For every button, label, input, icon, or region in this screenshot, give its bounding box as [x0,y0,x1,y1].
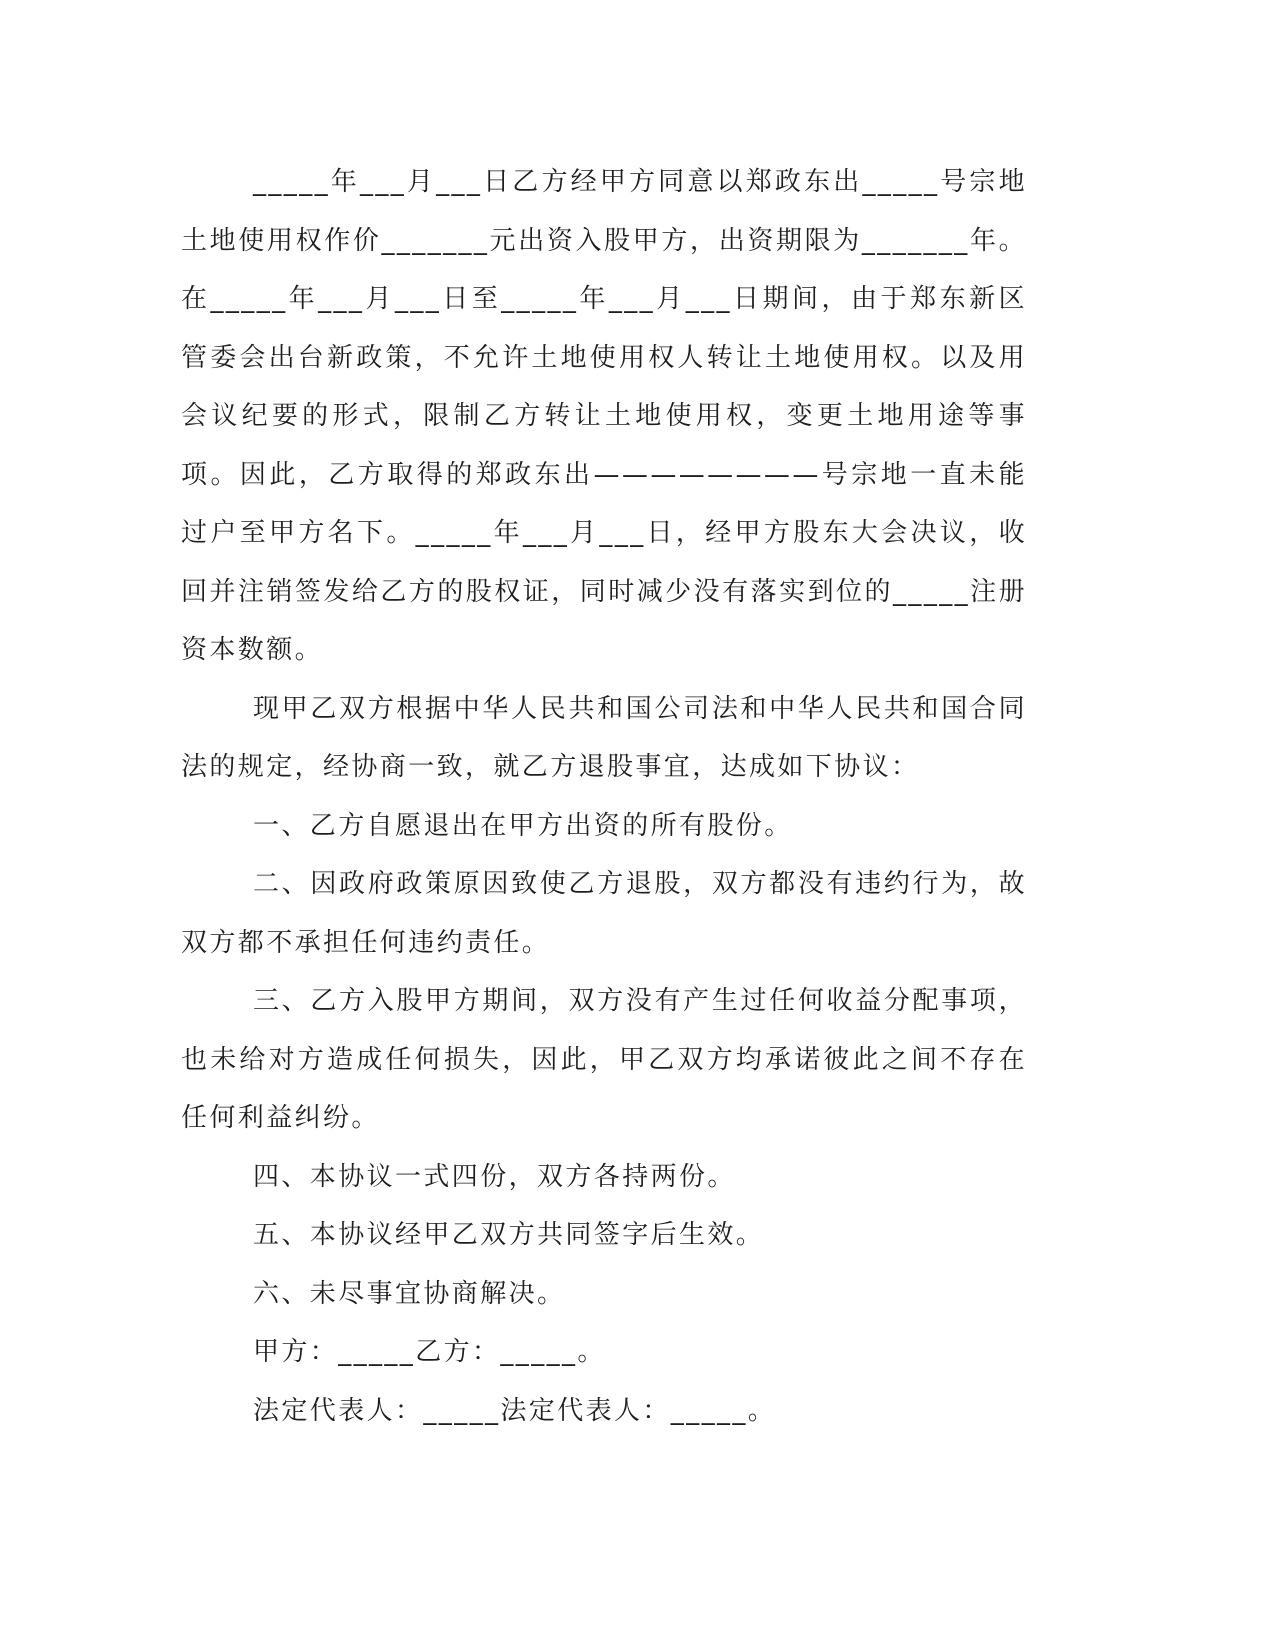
paragraph-preamble: 现甲乙双方根据中华人民共和国公司法和中华人民共和国合同法的规定，经协商一致，就乙方退股事宜，达成如下协议： [181,693,1027,782]
signature-parties-line: 甲方：_____乙方：_____。 [253,1337,606,1367]
clause-5: 五、本协议经甲乙双方共同签字后生效。 [253,1220,765,1250]
clause-2: 二、因政府政策原因致使乙方退股，双方都没有违约行为，故双方都不承担任何违约责任。 [181,869,1027,958]
agreement-body [181,153,1027,1440]
clause-4: 四、本协议一式四份，双方各持两份。 [253,1161,736,1192]
paragraph-background: _____年___月___日乙方经甲方同意以郑政东出_____号宗地土地使用权作价_______元出资入股甲方，出资期限为_______年。在_____年___月___日至_____年___月___日期间，由于郑东新区管委会出台新政策，不允许土地使用权人转让土地使用权。以及用会议纪要的形式，限制乙方转让土地使用权，变更土地用途等事项。因此，乙方取得的郑政东出————————号宗地一直未能过户至甲方名下。_____年___月___日，经甲方股东大会决议，收回并注销签发给乙方的股权证，同时减少没有落实到位的_____注册资本数额。 [181,167,1027,665]
clause-1: 一、乙方自愿退出在甲方出资的所有股份。 [253,810,793,841]
legal-representatives-line: 法定代表人：_____法定代表人：_____。 [253,1395,777,1426]
clause-6: 六、未尽事宜协商解决。 [253,1278,566,1309]
clause-3: 三、乙方入股甲方期间，双方没有产生过任何收益分配事项，也未给对方造成任何损失，因此，甲乙双方均承诺彼此之间不存在任何利益纠纷。 [181,986,1027,1133]
